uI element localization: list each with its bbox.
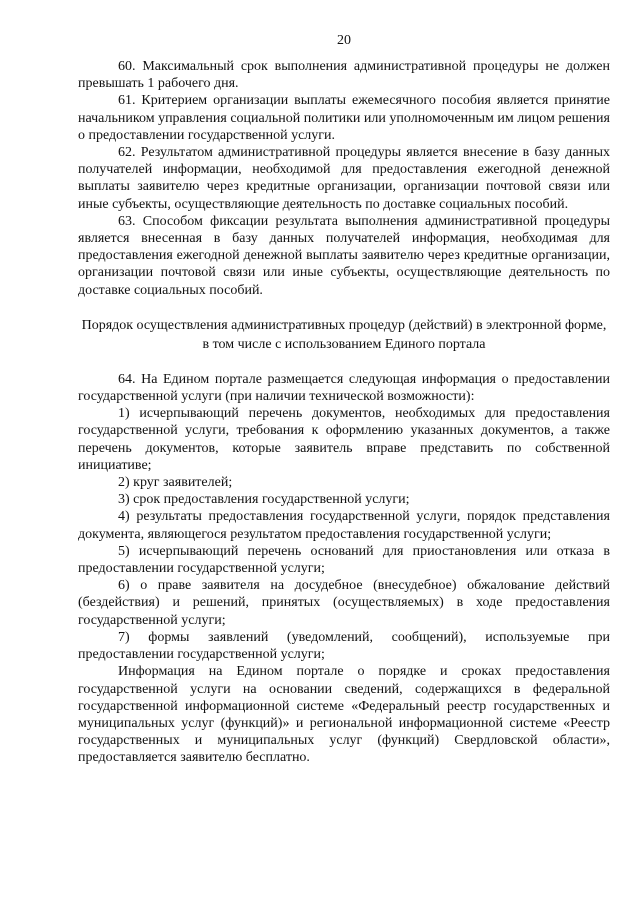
paragraph-61: 61. Критерием организации выплаты ежемесячного пособия является принятие начальником управления социальной политики или уполномоченным им лицом решения о предоставлении государственной услуги. <box>78 93 610 143</box>
paragraph-63: 63. Способом фиксации результата выполнения административной процедуры является внесенная в базу данных получателей информация, необходимая для предоставления ежегодной денежной выплаты заявителю через кредитные организации, организации почтовой связи или иные субъекты, осуществляющие деятельность по доставке социальных пособий. <box>78 213 610 298</box>
list-item-4: 4) результаты предоставления государственной услуги, порядок представления документа, являющегося результатом предоставления государственной услуги; <box>78 509 610 542</box>
page-number: 20 <box>337 33 351 48</box>
list-item-5: 5) исчерпывающий перечень оснований для приостановления или отказа в предоставлении государственной услуги; <box>78 543 610 577</box>
list-item-7: 7) формы заявлений (уведомлений, сообщений), используемые при предоставлении государственной услуги; <box>78 629 610 663</box>
paragraph-64: 64. На Едином портале размещается следующая информация о предоставлении государственной услуги (при наличии технической возможности): <box>78 371 610 405</box>
paragraph-60: 60. Максимальный срок выполнения административной процедуры не должен превышать 1 рабочего дня. <box>78 59 610 92</box>
paragraph-62: 62. Результатом административной процедуры является внесение в базу данных получателей информации, необходимой для предоставления ежегодной денежной выплаты заявителю через кредитные организации, организации почтовой связи или иные субъекты, осуществляющие деятельность по доставке социальных пособий. <box>78 145 610 212</box>
list-item-1: 1) исчерпывающий перечень документов, необходимых для предоставления государственной услуги, требования к оформлению указанных документов, а также перечень документов, которые заявитель вправе представить по собственной инициативе; <box>78 406 610 473</box>
paragraph-info-free: Информация на Едином портале о порядке и сроках предоставления государственной услуги на основании сведений, содержащихся в федеральной государственной информационной системе «Федеральный реестр государственных и муниципальных услуг (функций)» и региональной информационной системе «Реестр государственных и муниципальных услуг (функций) Свердловской области», предоставляется заявителю бесплатно. <box>78 664 610 766</box>
list-item-6: 6) о праве заявителя на досудебное (внесудебное) обжалование действий (бездействия) и решений, принятых (осуществляемых) в ходе предоставления государственной услуги; <box>78 578 610 628</box>
list-item-3: 3) срок предоставления государственной услуги; <box>118 492 410 508</box>
list-item-2: 2) круг заявителей; <box>118 475 233 491</box>
section-heading: Порядок осуществления административных процедур (действий) в электронной форме, в том числе с использованием Единого портала <box>81 317 607 352</box>
